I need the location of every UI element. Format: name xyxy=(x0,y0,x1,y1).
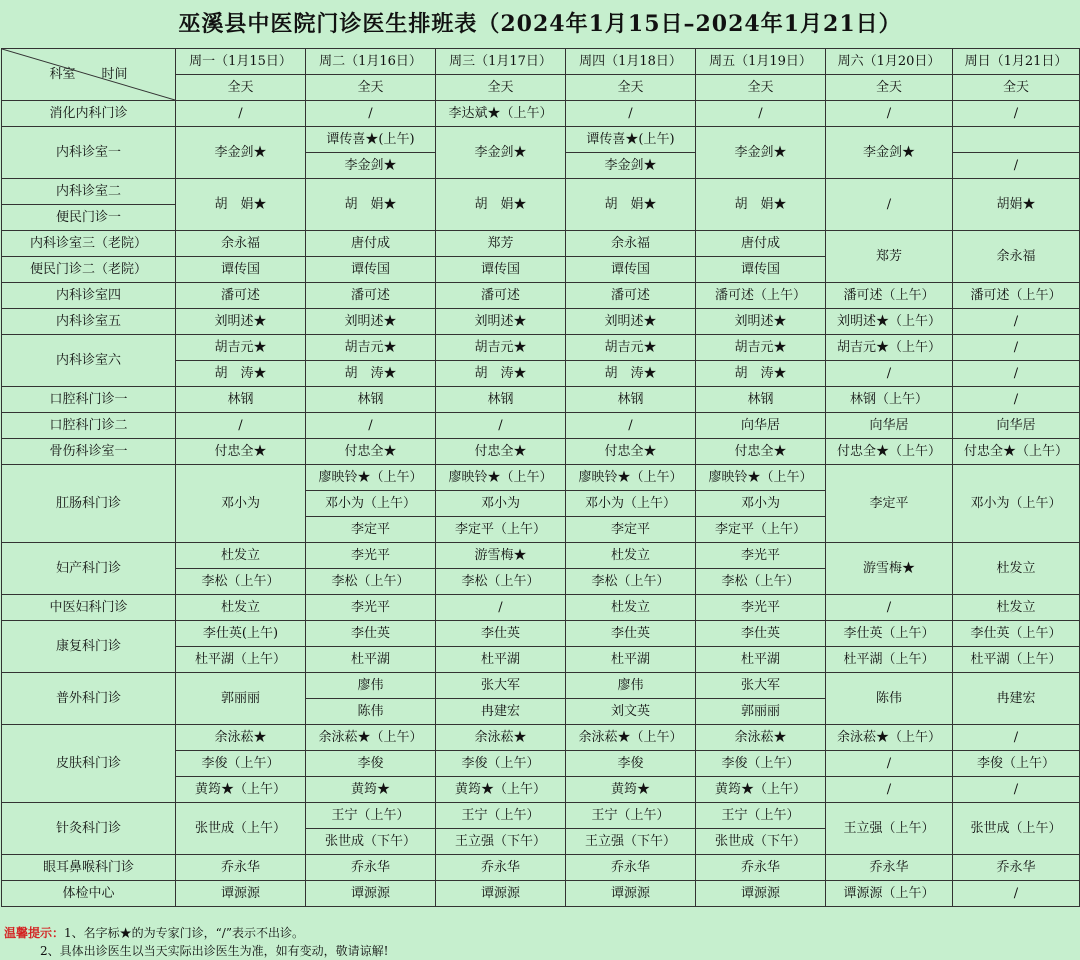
schedule-cell: 付忠全★ xyxy=(566,439,696,465)
schedule-cell: / xyxy=(826,179,953,231)
schedule-cell: 杜发立 xyxy=(566,595,696,621)
schedule-cell: 李光平 xyxy=(306,595,436,621)
period-header: 全天 xyxy=(436,75,566,101)
schedule-cell: 骨伤科诊室一 xyxy=(2,439,176,465)
schedule-cell: 李仕英 xyxy=(436,621,566,647)
schedule-cell: 林钢 xyxy=(436,387,566,413)
schedule-cell: 邓小为（上午） xyxy=(306,491,436,517)
corner-label: 科室 时间 xyxy=(49,67,128,82)
period-header: 全天 xyxy=(176,75,306,101)
schedule-cell: 李定平 xyxy=(566,517,696,543)
schedule-cell: 郑芳 xyxy=(826,231,953,283)
schedule-cell: / xyxy=(826,361,953,387)
table-row xyxy=(2,283,1080,309)
schedule-cell: 游雪梅★ xyxy=(436,543,566,569)
table-row xyxy=(2,621,1080,647)
schedule-cell: 李仕英 xyxy=(696,621,826,647)
schedule-cell: 胡 涛★ xyxy=(306,361,436,387)
schedule-cell: 郭丽丽 xyxy=(176,673,306,725)
schedule-cell: / xyxy=(953,153,1080,179)
schedule-cell: 李俊（上午） xyxy=(436,751,566,777)
schedule-cell: 李定平 xyxy=(826,465,953,543)
schedule-cell xyxy=(953,127,1080,153)
schedule-cell: 刘明述★ xyxy=(696,309,826,335)
schedule-cell: 黄筠★（上午） xyxy=(696,777,826,803)
schedule-cell: 胡吉元★ xyxy=(176,335,306,361)
schedule-cell: 李松（上午） xyxy=(176,569,306,595)
schedule-cell: 内科诊室三（老院） xyxy=(2,231,176,257)
schedule-cell: 李金剑★ xyxy=(826,127,953,179)
schedule-cell: 杜平湖（上午） xyxy=(176,647,306,673)
schedule-cell: / xyxy=(826,101,953,127)
table-row xyxy=(2,179,1080,205)
schedule-cell: 廖伟 xyxy=(566,673,696,699)
schedule-cell: 郭丽丽 xyxy=(696,699,826,725)
schedule-cell: / xyxy=(696,101,826,127)
schedule-cell: 胡吉元★ xyxy=(436,335,566,361)
schedule-cell: 乔永华 xyxy=(953,855,1080,881)
page-title: 巫溪县中医院门诊医生排班表（2024年1月15日–2024年1月21日） xyxy=(178,11,902,37)
schedule-cell: 王立强（下午） xyxy=(566,829,696,855)
schedule-cell: 针灸科门诊 xyxy=(2,803,176,855)
schedule-cell: 李俊（上午） xyxy=(176,751,306,777)
schedule-cell: 潘可述（上午） xyxy=(826,283,953,309)
schedule-body xyxy=(2,101,1080,907)
day-header: 周一（1月15日） xyxy=(176,49,306,75)
schedule-cell: 杜平湖 xyxy=(566,647,696,673)
schedule-cell: 胡 涛★ xyxy=(566,361,696,387)
schedule-cell: 付忠全★ xyxy=(306,439,436,465)
schedule-cell: 向华居 xyxy=(696,413,826,439)
schedule-cell: / xyxy=(306,101,436,127)
schedule-cell: 游雪梅★ xyxy=(826,543,953,595)
schedule-cell: 乔永华 xyxy=(696,855,826,881)
footer-line-2: 2、具体出诊医生以当天实际出诊医生为准，如有变动，敬请谅解! xyxy=(40,944,389,958)
corner-header xyxy=(2,49,176,101)
table-row xyxy=(2,309,1080,335)
schedule-cell: 付忠全★（上午） xyxy=(953,439,1080,465)
schedule-cell: 廖映铃★（上午） xyxy=(566,465,696,491)
schedule-cell: 邓小为 xyxy=(176,465,306,543)
schedule-cell: 杜发立 xyxy=(176,543,306,569)
period-header: 全天 xyxy=(826,75,953,101)
schedule-cell: 李松（上午） xyxy=(696,569,826,595)
schedule-cell: 李仕英（上午） xyxy=(826,621,953,647)
schedule-cell: / xyxy=(953,777,1080,803)
table-row xyxy=(2,439,1080,465)
schedule-cell: 妇产科门诊 xyxy=(2,543,176,595)
schedule-cell: 谭传喜★(上午) xyxy=(306,127,436,153)
schedule-cell: 乔永华 xyxy=(826,855,953,881)
schedule-cell: 中医妇科门诊 xyxy=(2,595,176,621)
schedule-cell: 体检中心 xyxy=(2,881,176,907)
schedule-cell: 黄筠★（上午） xyxy=(176,777,306,803)
schedule-cell: / xyxy=(176,101,306,127)
schedule-cell: 李光平 xyxy=(306,543,436,569)
schedule-cell: 谭源源 xyxy=(436,881,566,907)
schedule-cell: 郑芳 xyxy=(436,231,566,257)
schedule-cell: 杜发立 xyxy=(953,595,1080,621)
schedule-cell: 内科诊室六 xyxy=(2,335,176,387)
schedule-cell: 眼耳鼻喉科门诊 xyxy=(2,855,176,881)
schedule-cell: 廖映铃★（上午） xyxy=(696,465,826,491)
schedule-cell: 余永福 xyxy=(176,231,306,257)
schedule-cell: 内科诊室二 xyxy=(2,179,176,205)
schedule-cell: / xyxy=(436,595,566,621)
schedule-cell: 胡 涛★ xyxy=(436,361,566,387)
schedule-cell: 余泳菘★（上午） xyxy=(306,725,436,751)
schedule-cell: 张世成（上午） xyxy=(176,803,306,855)
schedule-cell: 余泳菘★（上午） xyxy=(566,725,696,751)
table-row xyxy=(2,101,1080,127)
schedule-cell: 李金剑★ xyxy=(566,153,696,179)
schedule-cell: / xyxy=(566,413,696,439)
table-row xyxy=(2,413,1080,439)
schedule-cell: 冉建宏 xyxy=(436,699,566,725)
schedule-cell: 李俊 xyxy=(566,751,696,777)
schedule-cell: / xyxy=(953,881,1080,907)
schedule-cell: 李松（上午） xyxy=(436,569,566,595)
schedule-cell: 内科诊室五 xyxy=(2,309,176,335)
schedule-cell: / xyxy=(826,595,953,621)
schedule-cell: 向华居 xyxy=(826,413,953,439)
schedule-cell: 王宁（上午） xyxy=(306,803,436,829)
schedule-cell: 冉建宏 xyxy=(953,673,1080,725)
schedule-cell: 陈伟 xyxy=(306,699,436,725)
schedule-cell: 付忠全★ xyxy=(176,439,306,465)
schedule-cell: / xyxy=(953,361,1080,387)
schedule-cell: 潘可述 xyxy=(566,283,696,309)
schedule-table xyxy=(1,48,1080,907)
schedule-cell: 陈伟 xyxy=(826,673,953,725)
schedule-cell: 李俊（上午） xyxy=(696,751,826,777)
schedule-cell: 乔永华 xyxy=(566,855,696,881)
schedule-cell: 皮肤科门诊 xyxy=(2,725,176,803)
schedule-cell: 李定平 xyxy=(306,517,436,543)
schedule-cell: 邓小为（上午） xyxy=(566,491,696,517)
schedule-cell: 余永福 xyxy=(953,231,1080,283)
schedule-cell: 杜发立 xyxy=(953,543,1080,595)
schedule-cell: 林钢 xyxy=(306,387,436,413)
schedule-cell: 余泳菘★ xyxy=(696,725,826,751)
schedule-cell: 余永福 xyxy=(566,231,696,257)
schedule-cell: 邓小为（上午） xyxy=(953,465,1080,543)
schedule-cell: 邓小为 xyxy=(436,491,566,517)
schedule-cell: 潘可述（上午） xyxy=(953,283,1080,309)
schedule-cell: 廖伟 xyxy=(306,673,436,699)
schedule-cell: 付忠全★（上午） xyxy=(826,439,953,465)
schedule-cell: 张世成（上午） xyxy=(953,803,1080,855)
schedule-cell: 胡 娟★ xyxy=(176,179,306,231)
table-row xyxy=(2,855,1080,881)
schedule-cell: 张世成（下午） xyxy=(306,829,436,855)
schedule-cell: 李松（上午） xyxy=(566,569,696,595)
table-row xyxy=(2,543,1080,569)
schedule-cell: 胡吉元★（上午） xyxy=(826,335,953,361)
schedule-cell: 谭传国 xyxy=(176,257,306,283)
schedule-cell: 林钢 xyxy=(696,387,826,413)
schedule-cell: / xyxy=(566,101,696,127)
schedule-cell: 潘可述（上午） xyxy=(696,283,826,309)
schedule-cell: 刘明述★ xyxy=(176,309,306,335)
schedule-cell: 内科诊室一 xyxy=(2,127,176,179)
schedule-cell: 谭源源 xyxy=(696,881,826,907)
schedule-cell: 胡吉元★ xyxy=(566,335,696,361)
schedule-cell: 谭传喜★(上午) xyxy=(566,127,696,153)
schedule-cell: 胡 涛★ xyxy=(696,361,826,387)
schedule-cell: 乔永华 xyxy=(436,855,566,881)
period-header: 全天 xyxy=(696,75,826,101)
schedule-cell: 便民门诊一 xyxy=(2,205,176,231)
schedule-cell: 王立强（上午） xyxy=(826,803,953,855)
schedule-cell: / xyxy=(953,335,1080,361)
schedule-cell: 潘可述 xyxy=(436,283,566,309)
schedule-cell: 杜平湖 xyxy=(436,647,566,673)
schedule-cell: / xyxy=(953,387,1080,413)
schedule-cell: 张大军 xyxy=(436,673,566,699)
table-row xyxy=(2,335,1080,361)
schedule-cell: 杜发立 xyxy=(176,595,306,621)
schedule-cell: 李金剑★ xyxy=(696,127,826,179)
schedule-cell: 谭源源 xyxy=(306,881,436,907)
schedule-cell: 杜平湖（上午） xyxy=(953,647,1080,673)
schedule-cell: 余泳菘★（上午） xyxy=(826,725,953,751)
period-header: 全天 xyxy=(566,75,696,101)
schedule-cell: 黄筠★（上午） xyxy=(436,777,566,803)
schedule-cell: 李仕英（上午） xyxy=(953,621,1080,647)
schedule-cell: 李光平 xyxy=(696,595,826,621)
schedule-cell: 李俊 xyxy=(306,751,436,777)
period-header: 全天 xyxy=(306,75,436,101)
table-row xyxy=(2,881,1080,907)
schedule-cell: 谭传国 xyxy=(306,257,436,283)
table-row xyxy=(2,673,1080,699)
schedule-cell: / xyxy=(306,413,436,439)
schedule-cell: 杜平湖（上午） xyxy=(826,647,953,673)
schedule-cell: 李俊（上午） xyxy=(953,751,1080,777)
schedule-cell: 胡吉元★ xyxy=(306,335,436,361)
schedule-cell: 王宁（上午） xyxy=(436,803,566,829)
schedule-cell: 刘明述★（上午） xyxy=(826,309,953,335)
schedule-cell: 王立强（下午） xyxy=(436,829,566,855)
table-row xyxy=(2,725,1080,751)
schedule-cell: 消化内科门诊 xyxy=(2,101,176,127)
schedule-cell: 胡 娟★ xyxy=(566,179,696,231)
day-header: 周日（1月21日） xyxy=(953,49,1080,75)
schedule-cell: 谭源源 xyxy=(176,881,306,907)
schedule-cell: 潘可述 xyxy=(176,283,306,309)
schedule-cell: 康复科门诊 xyxy=(2,621,176,673)
schedule-cell: 李仕英 xyxy=(306,621,436,647)
schedule-cell: 杜发立 xyxy=(566,543,696,569)
schedule-cell: 谭传国 xyxy=(436,257,566,283)
schedule-cell: 谭源源（上午） xyxy=(826,881,953,907)
schedule-cell: 普外科门诊 xyxy=(2,673,176,725)
schedule-cell: 李松（上午） xyxy=(306,569,436,595)
schedule-cell: 内科诊室四 xyxy=(2,283,176,309)
schedule-cell: / xyxy=(826,777,953,803)
schedule-cell: 黄筠★ xyxy=(566,777,696,803)
table-row xyxy=(2,127,1080,153)
schedule-cell: 潘可述 xyxy=(306,283,436,309)
schedule-cell: 付忠全★ xyxy=(436,439,566,465)
schedule-cell: 李光平 xyxy=(696,543,826,569)
footer-notes xyxy=(4,924,388,960)
schedule-cell: 胡 涛★ xyxy=(176,361,306,387)
tip-label: 温馨提示： xyxy=(4,926,65,940)
schedule-cell: 杜平湖 xyxy=(696,647,826,673)
schedule-cell: 口腔科门诊一 xyxy=(2,387,176,413)
schedule-cell: 黄筠★ xyxy=(306,777,436,803)
day-header: 周二（1月16日） xyxy=(306,49,436,75)
table-row xyxy=(2,465,1080,491)
schedule-cell: / xyxy=(953,725,1080,751)
schedule-cell: 付忠全★ xyxy=(696,439,826,465)
tip-text-1: 1、名字标★的为专家门诊，“/”表示不出诊。 xyxy=(64,926,304,940)
schedule-cell: / xyxy=(176,413,306,439)
schedule-cell: 李定平（上午） xyxy=(696,517,826,543)
schedule-cell: 林钢（上午） xyxy=(826,387,953,413)
table-row xyxy=(2,231,1080,257)
schedule-cell: 刘明述★ xyxy=(436,309,566,335)
schedule-cell: 口腔科门诊二 xyxy=(2,413,176,439)
schedule-cell: 李金剑★ xyxy=(436,127,566,179)
schedule-cell: 李金剑★ xyxy=(306,153,436,179)
schedule-cell: 谭传国 xyxy=(696,257,826,283)
schedule-cell: 李达斌★（上午） xyxy=(436,101,566,127)
schedule-cell: 胡 娟★ xyxy=(436,179,566,231)
schedule-cell: 李定平（上午） xyxy=(436,517,566,543)
schedule-cell: 廖映铃★（上午） xyxy=(436,465,566,491)
schedule-cell: 余泳菘★ xyxy=(436,725,566,751)
day-header: 周六（1月20日） xyxy=(826,49,953,75)
table-row xyxy=(2,387,1080,413)
day-header: 周四（1月18日） xyxy=(566,49,696,75)
schedule-cell: 唐付成 xyxy=(306,231,436,257)
schedule-cell: 乔永华 xyxy=(306,855,436,881)
schedule-cell: 余泳菘★ xyxy=(176,725,306,751)
schedule-cell: 乔永华 xyxy=(176,855,306,881)
schedule-cell: / xyxy=(826,751,953,777)
schedule-cell: 刘文英 xyxy=(566,699,696,725)
period-header: 全天 xyxy=(953,75,1080,101)
schedule-cell: 刘明述★ xyxy=(566,309,696,335)
schedule-cell: 肛肠科门诊 xyxy=(2,465,176,543)
schedule-cell: 谭源源 xyxy=(566,881,696,907)
schedule-cell: 王宁（上午） xyxy=(566,803,696,829)
schedule-cell: 谭传国 xyxy=(566,257,696,283)
day-header: 周五（1月19日） xyxy=(696,49,826,75)
schedule-cell: 刘明述★ xyxy=(306,309,436,335)
schedule-cell: / xyxy=(953,309,1080,335)
schedule-cell: 李仕英 xyxy=(566,621,696,647)
schedule-cell: 胡 娟★ xyxy=(306,179,436,231)
table-row xyxy=(2,595,1080,621)
schedule-cell: 杜平湖 xyxy=(306,647,436,673)
schedule-cell: 便民门诊二（老院） xyxy=(2,257,176,283)
schedule-cell: 胡吉元★ xyxy=(696,335,826,361)
day-header: 周三（1月17日） xyxy=(436,49,566,75)
table-row xyxy=(2,803,1080,829)
schedule-cell: 林钢 xyxy=(176,387,306,413)
schedule-cell: 胡 娟★ xyxy=(696,179,826,231)
schedule-cell: 王宁（上午） xyxy=(696,803,826,829)
schedule-cell: 林钢 xyxy=(566,387,696,413)
schedule-cell: 廖映铃★（上午） xyxy=(306,465,436,491)
schedule-cell: / xyxy=(953,101,1080,127)
schedule-cell: 胡娟★ xyxy=(953,179,1080,231)
footer-line-1 xyxy=(4,924,388,942)
schedule-cell: 邓小为 xyxy=(696,491,826,517)
schedule-cell: 唐付成 xyxy=(696,231,826,257)
schedule-cell: 张大军 xyxy=(696,673,826,699)
schedule-cell: 向华居 xyxy=(953,413,1080,439)
schedule-cell: 李金剑★ xyxy=(176,127,306,179)
schedule-cell: 李仕英(上午) xyxy=(176,621,306,647)
schedule-cell: / xyxy=(436,413,566,439)
schedule-cell: 张世成（下午） xyxy=(696,829,826,855)
